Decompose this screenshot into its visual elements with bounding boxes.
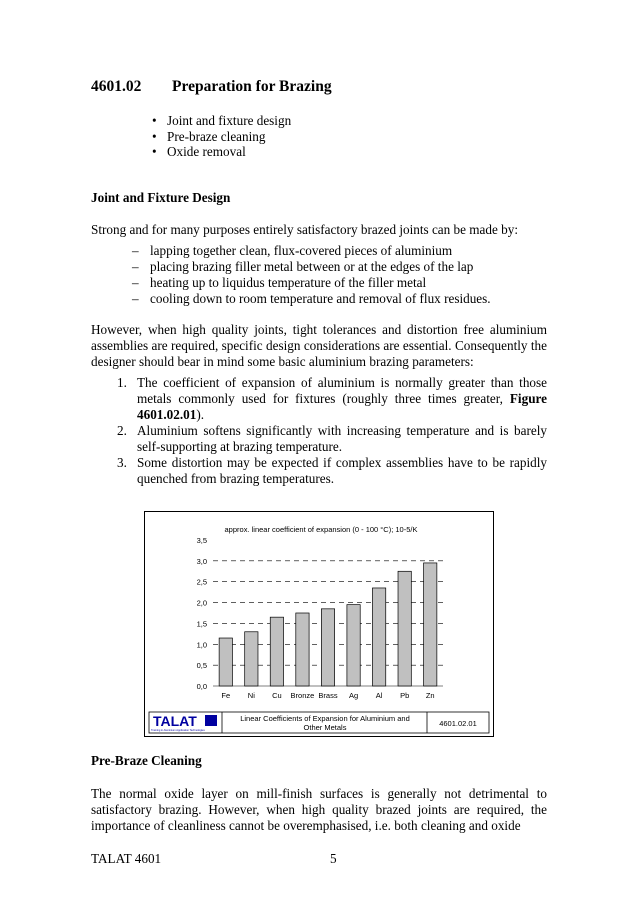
y-tick-label: 1,5 [196,619,207,629]
logo-subtext: Training in Aluminium Application Technologies [151,729,205,732]
joint-intro: Strong and for many purposes entirely satisfactory brazed joints can be made by: [91,222,519,237]
bar-pb [398,571,411,686]
prebraze-heading: Pre-Braze Cleaning [91,753,202,768]
bar-fe [219,638,232,686]
x-tick-label: Brass [318,691,338,700]
prebraze-text: The normal oxide layer on mill-finish surfaces is generally not detrimental to satisfactory brazing. However, when high quality brazed joints are required, the importance of cleanliness cannot be overemphasised, i.e. both cleaning and oxide [91,786,547,833]
bar-bronze [296,613,309,686]
x-axis-labels [221,691,434,700]
bar-zn [424,563,437,686]
item-number: 2. [117,423,127,438]
y-axis-ticks [197,536,207,691]
expansion-figure [144,511,494,737]
step-item: – placing brazing filler metal between or at the edges of the lap [132,259,491,275]
y-tick-label: 1,0 [196,640,207,650]
parameter-item [117,423,547,455]
figure-caption-line-2: Other Metals [303,723,347,732]
x-tick-label: Fe [221,691,231,700]
bar-cu [270,617,283,686]
bullet-item: • Oxide removal [152,144,291,160]
parameter-item [117,375,547,423]
parameters-list [117,375,547,487]
expansion-bar-chart [145,512,495,738]
item-text: Some distortion may be expected if complex assemblies have to be rapidly quenched from brazing temperatures. [137,455,547,486]
x-tick-label: Pb [400,691,410,700]
step-item: – heating up to liquidus temperature of the filler metal [132,275,491,291]
x-tick-label: Cu [272,691,282,700]
figure-number: 4601.02.01 [439,719,477,728]
item-number: 3. [117,455,127,470]
bar-al [372,588,385,686]
logo-mark-icon [205,715,217,726]
x-tick-label: Al [375,691,383,700]
joint-fixture-heading: Joint and Fixture Design [91,190,231,205]
bars [219,563,437,686]
x-tick-label: Zn [425,691,435,700]
bullet-item: • Joint and fixture design [152,113,291,129]
figure-caption-line-1: Linear Coefficients of Expansion for Aluminium and [240,714,410,723]
section-title: Preparation for Brazing [172,78,332,95]
item-number: 1. [117,375,127,390]
topic-bullet-list [152,113,291,160]
y-tick-label: 0,5 [196,661,207,671]
step-item: – lapping together clean, flux-covered pieces of aluminium [132,243,491,259]
section-heading [91,78,332,96]
item-text-end: ). [196,407,205,422]
bar-ag [347,605,360,686]
y-tick-label: 2,0 [196,598,207,608]
paragraph-text: However, when high quality joints, tight tolerances and distortion free aluminium assemblies are required, specific design considerations are essential. Consequently the designer should bear in mind some basic aluminium brazing parameters: [91,322,547,369]
design-considerations-paragraph [91,322,547,370]
step-item: – cooling down to room temperature and removal of flux residues. [132,291,491,307]
item-text: The coefficient of expansion of aluminium is normally greater than those metals commonly used for fixtures (roughly three times greater, [137,375,547,406]
item-text: Aluminium softens significantly with increasing temperature and is barely self-supporting at brazing temperature. [137,423,547,454]
bar-brass [321,609,334,686]
bullet-item: • Pre-braze cleaning [152,129,291,145]
footer-doc-id: TALAT 4601 [91,851,162,866]
x-tick-label: Bronze [290,691,315,700]
brazing-steps-list [132,243,491,307]
bar-ni [245,632,258,686]
parameter-item [117,455,547,487]
y-tick-label: 3,5 [196,536,207,545]
x-tick-label: Ag [348,691,359,700]
x-tick-label: Ni [247,691,255,700]
chart-title: approx. linear coefficient of expansion (0 - 100 °C); 10-5/K [224,525,418,534]
section-number: 4601.02 [91,78,142,95]
y-tick-label: 0,0 [196,682,207,691]
page-number: 5 [330,851,337,866]
talat-logo: TALAT [153,713,197,729]
y-tick-label: 3,0 [196,556,207,566]
y-tick-label: 2,5 [196,577,207,587]
figure-reference: Figure 4601.02.01 [137,391,547,422]
